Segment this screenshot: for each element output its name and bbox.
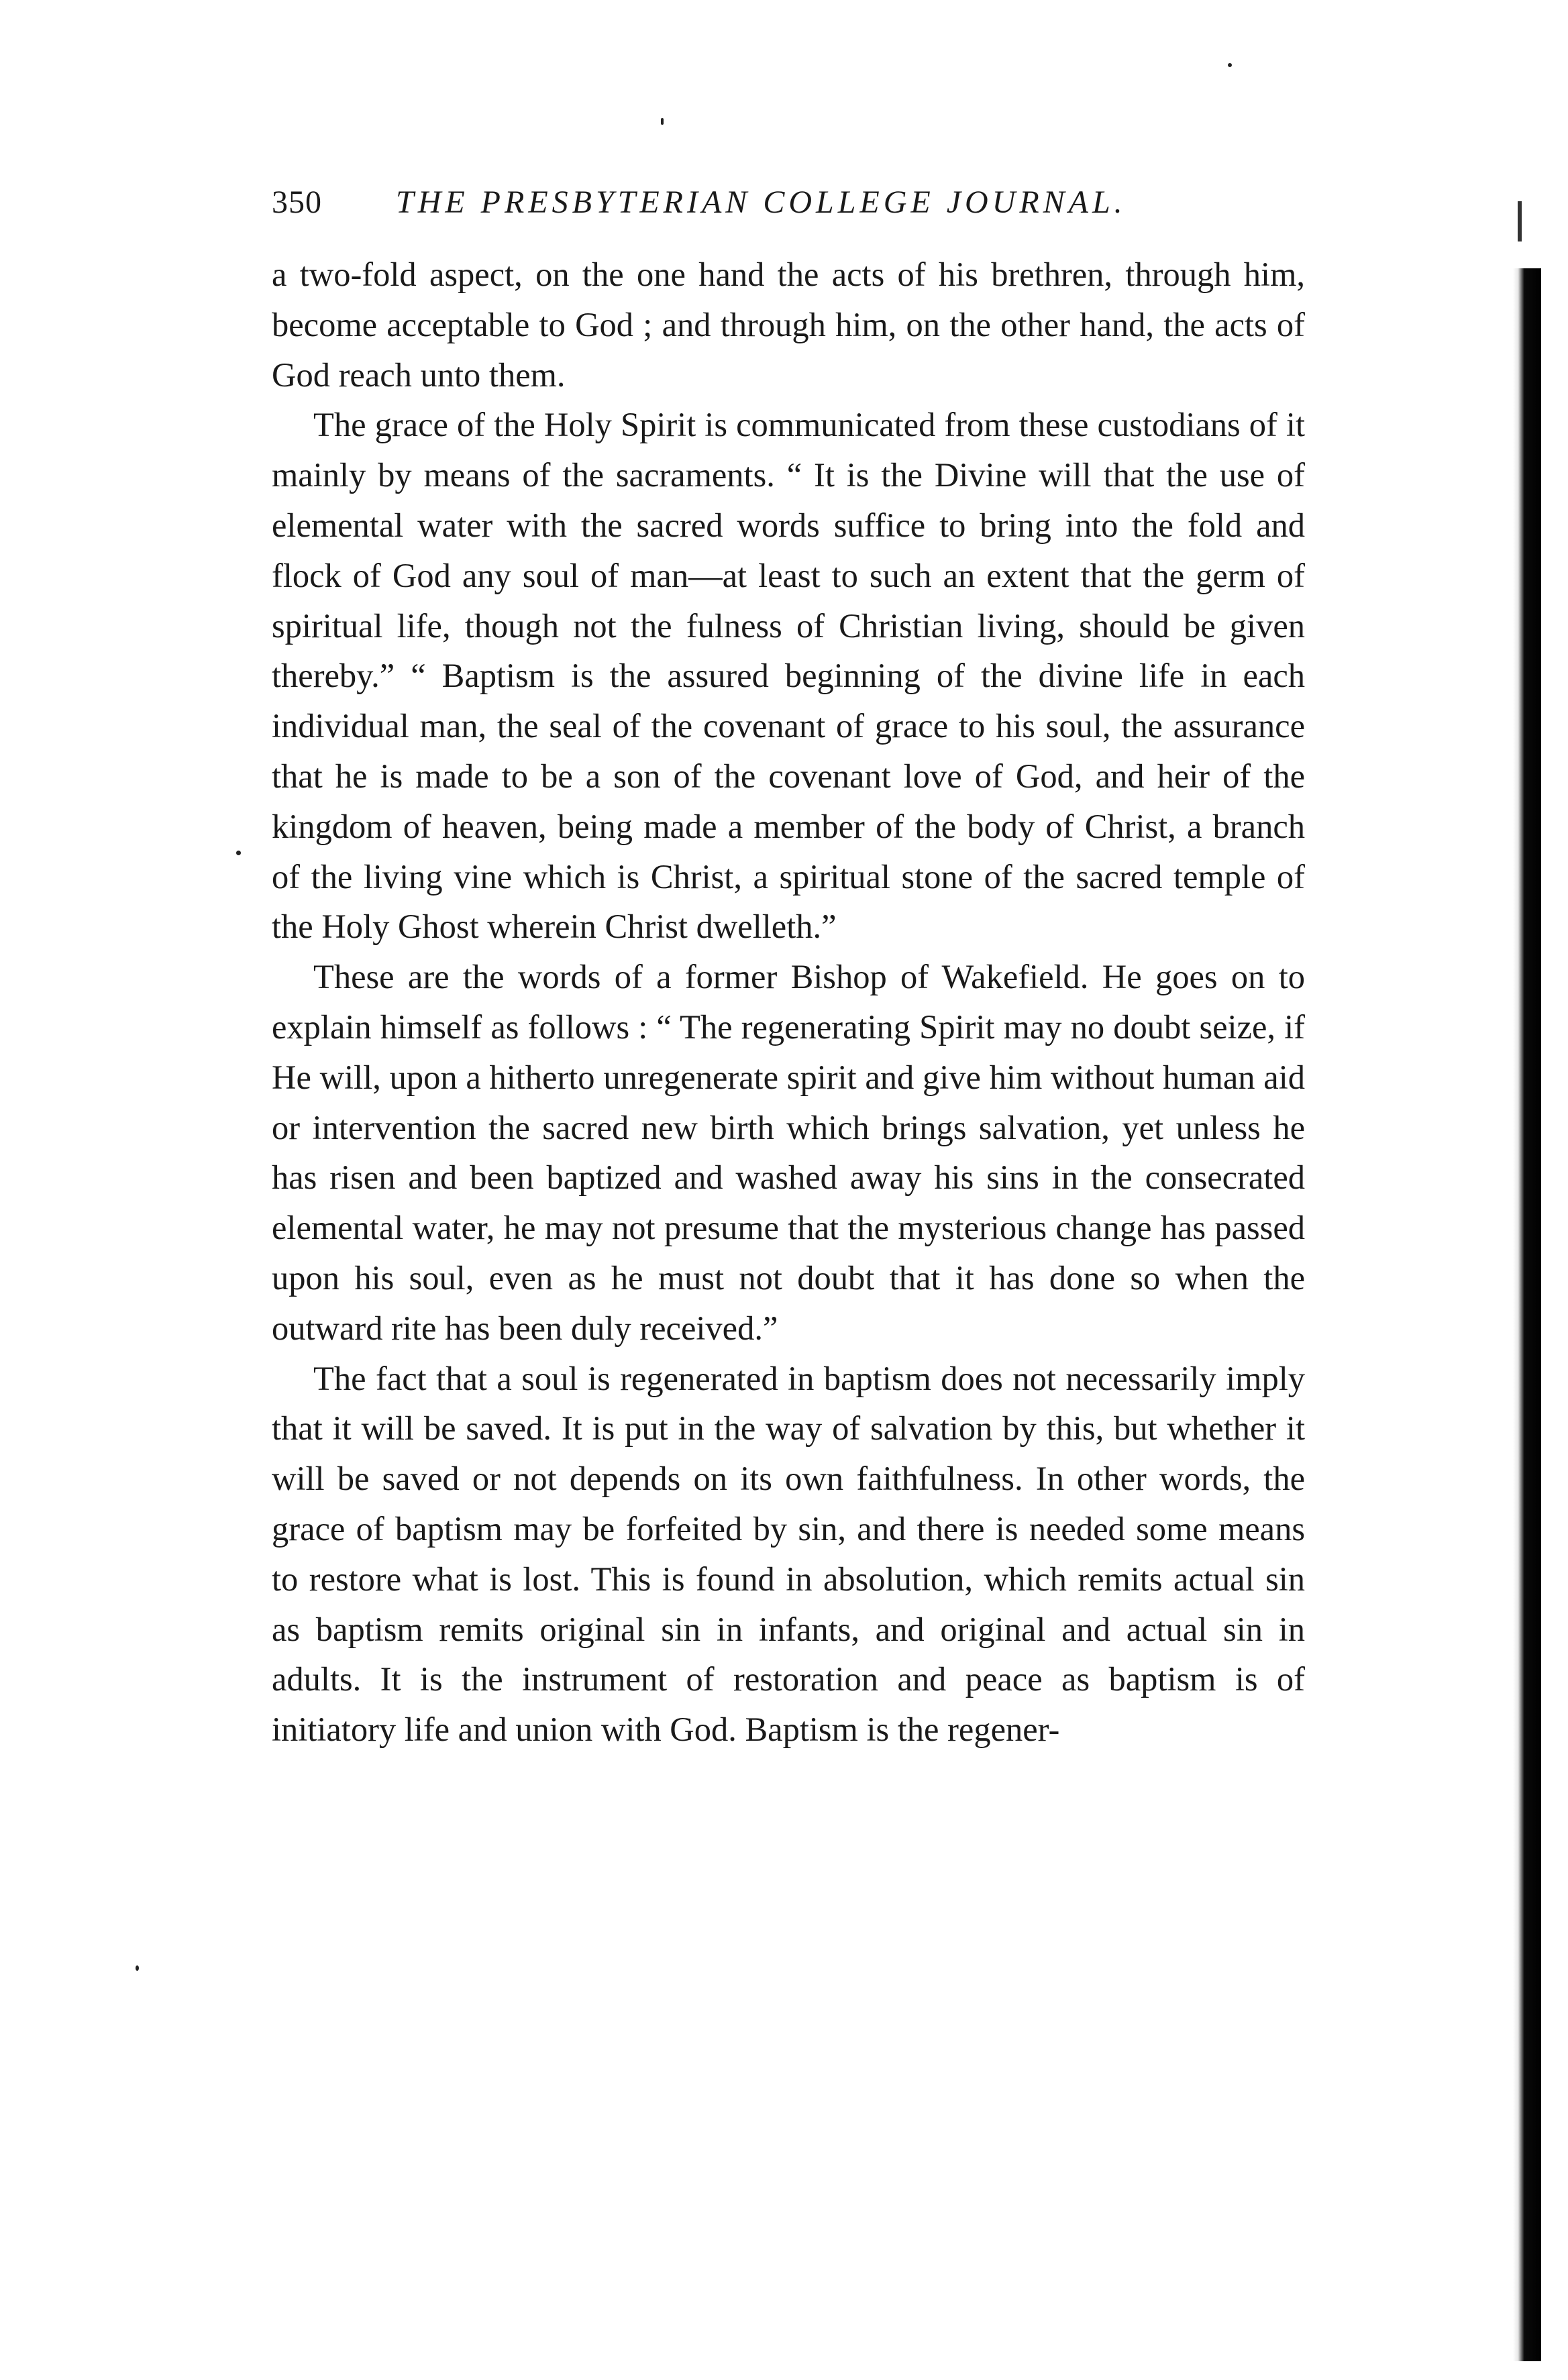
paragraph-3: These are the words of a former Bishop of Wakefield. He goes on to explain himself as follows : “ The regenerating Spirit may no doubt seize, if He will, upon a hitherto unregenerate spirit and give him without human aid or intervention the sacred new birth which brings salvation, yet unless he has risen and been baptized and washed away his sins in the consecrated elemental water, he may not presume that the mysterious change has passed upon his soul, even as he must not doubt that it has done so when the outward rite has been duly received.”: [272, 958, 1305, 1347]
article-body: [272, 250, 1305, 1755]
scan-speck: [661, 118, 664, 125]
page-number: 350: [272, 184, 322, 220]
scan-speck: [136, 1965, 139, 1971]
scan-speck: [1228, 63, 1232, 67]
paragraph-4: The fact that a soul is regenerated in baptism does not necessarily imply that it will be saved. It is put in the way of salvation by this, but whether it will be saved or not depends on its own faithfulness. In other words, the grace of baptism may be forfeited by sin, and there is needed some means to restore what is lost. This is found in absolution, which remits actual sin as baptism remits original sin in infants, and original and actual sin in adults. It is the instrument of restoration and peace as baptism is of initiatory life and union with God. Baptism is the regener-: [272, 1359, 1305, 1749]
paragraph-2: The grace of the Holy Spirit is communicated from these custodians of it mainly by means of the sacraments. “ It is the Divine will that the use of elemental water with the sacred words suffice to bring into the fold and flock of God any soul of man—at least to such an extent that the germ of spiritual life, though not the fulness of Christian living, should be given thereby.” “ Baptism is the assured beginning of the divine life in each individual man, the seal of the covenant of grace to his soul, the assurance that he is made to be a son of the covenant love of God, and heir of the kingdom of heaven, being made a member of the body of Christ, a branch of the living vine which is Christ, a spiritual stone of the sacred temple of the Holy Ghost wherein Christ dwelleth.”: [272, 406, 1305, 946]
running-head: [272, 176, 1318, 229]
paragraph-1: a two-fold aspect, on the one hand the acts of his brethren, through him, become acceptable to God ; and through him, on the other hand, the acts of God reach unto them.: [272, 256, 1305, 394]
journal-title: THE PRESBYTERIAN COLLEGE JOURNAL.: [396, 184, 1127, 220]
scan-binding-edge: [1513, 268, 1541, 2361]
scan-edge-mark: [1518, 201, 1522, 241]
scan-speck: [236, 851, 241, 855]
